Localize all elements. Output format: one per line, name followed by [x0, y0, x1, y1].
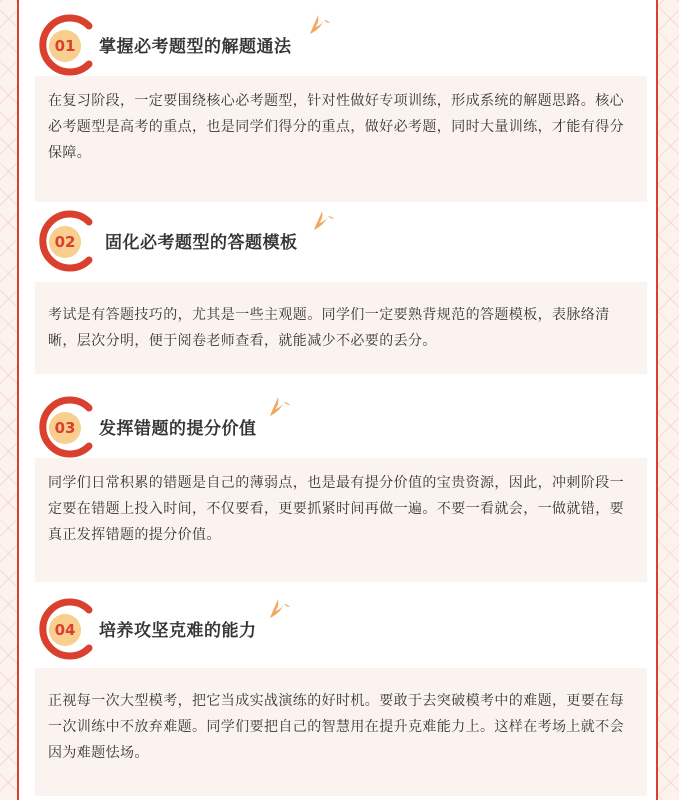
- section-body: 考试是有答题技巧的，尤其是一些主观题。同学们一定要熟背规范的答题模板，表脉络清晰，层次分明，便于阅卷老师查看，就能减少不必要的丢分。: [35, 282, 647, 374]
- section-header: [35, 396, 647, 458]
- section-body: 同学们日常积累的错题是自己的薄弱点，也是最有提分价值的宝贵资源，因此，冲刺阶段一定要在错题上投入时间，不仅要看，更要抓紧时间再做一遍。不要一看就会，一做就错，要真正发挥错题的提分价值。: [35, 458, 647, 582]
- section-header: [35, 598, 647, 660]
- bird-icon: [307, 14, 331, 36]
- section-header: [35, 14, 647, 76]
- number-badge: [35, 598, 97, 660]
- bird-icon: [267, 396, 291, 418]
- bird-icon: [311, 210, 335, 232]
- number-badge: [35, 14, 97, 76]
- section-header: [35, 210, 647, 272]
- number-badge: [35, 396, 97, 458]
- section-title: 掌握必考题型的解题通法: [99, 37, 292, 57]
- section-1: [35, 14, 647, 202]
- section-title: 发挥错题的提分价值: [99, 419, 257, 439]
- section-number: 01: [49, 30, 81, 62]
- section-title: 固化必考题型的答题模板: [105, 233, 298, 253]
- bird-icon: [267, 598, 291, 620]
- section-3: [35, 396, 647, 582]
- section-body: 在复习阶段，一定要围绕核心必考题型，针对性做好专项训练，形成系统的解题思路。核心必考题型是高考的重点，也是同学们得分的重点，做好必考题，同时大量训练，才能有得分保障。: [35, 76, 647, 202]
- section-number: 03: [49, 412, 81, 444]
- section-title: 培养攻坚克难的能力: [99, 621, 257, 641]
- section-2: [35, 210, 647, 374]
- section-number: 04: [49, 614, 81, 646]
- section-body: 正视每一次大型模考，把它当成实战演练的好时机。要敢于去突破模考中的难题，更要在每一次训练中不放弃难题。同学们要把自己的智慧用在提升克难能力上。这样在考场上就不会因为难题怯场。: [35, 668, 647, 796]
- section-number: 02: [49, 226, 81, 258]
- number-badge: [35, 210, 97, 272]
- section-4: [35, 598, 647, 796]
- content-panel: [17, 0, 658, 800]
